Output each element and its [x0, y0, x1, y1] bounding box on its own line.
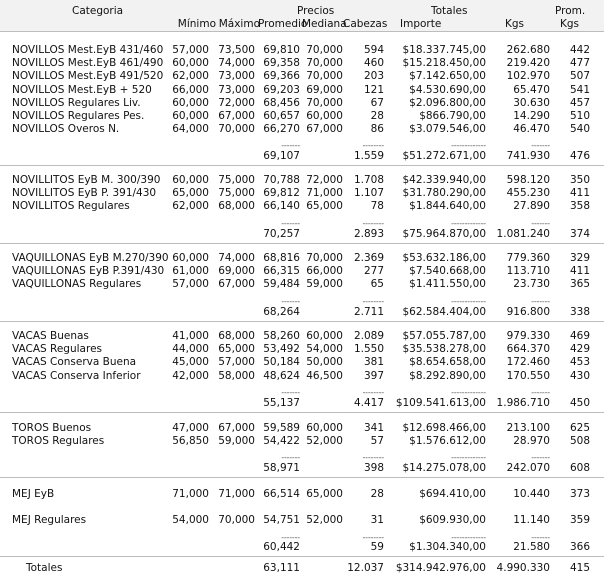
cell-pkg: 540 [569, 123, 590, 136]
cell-prom: 66,514 [263, 488, 300, 500]
cell-prom: 48,624 [263, 369, 300, 382]
cell-max: 67,000 [218, 110, 255, 122]
cell-cat: NOVILLOS Mest.EyB 431/460 [12, 44, 164, 56]
dash-kgs: ------- [531, 296, 550, 306]
subtotal-cab: 4.417 [353, 396, 384, 409]
cell-cab: 381 [363, 356, 384, 369]
cell-pkg: 430 [569, 369, 590, 382]
cell-imp: $609.930,00 [419, 514, 486, 526]
cell-min: 54,000 [172, 514, 209, 526]
dash-kgs: ------- [531, 453, 550, 463]
cell-med: 70,000 [306, 70, 343, 83]
cell-max: 65,000 [218, 343, 255, 356]
cell-cab: 397 [363, 369, 384, 382]
dash-cab: -------- [362, 533, 384, 542]
cell-max: 59,000 [218, 435, 255, 448]
cell-cat: NOVILLITOS Regulares [12, 200, 130, 213]
dash-prom: ------- [281, 296, 300, 306]
cell-imp: $1.576.612,00 [409, 435, 486, 448]
subtotal-imp: $51.272.671,00 [402, 150, 486, 163]
cell-pkg: 365 [569, 278, 590, 291]
cell-imp: $35.538.278,00 [402, 343, 486, 356]
dash-kgs: ------- [531, 533, 550, 542]
dash-imp: ------------- [451, 387, 486, 397]
dash-cab: -------- [362, 296, 384, 306]
subtotal-cab: 398 [363, 462, 384, 475]
cell-min: 60,000 [172, 252, 209, 264]
cell-cab: 203 [363, 70, 384, 83]
cell-prom: 69,358 [263, 57, 300, 70]
cell-max: 67,000 [218, 422, 255, 434]
cell-kgs: 14.290 [513, 110, 550, 122]
dash-prom: ------- [281, 387, 300, 397]
cell-pkg: 350 [569, 174, 590, 186]
subtotal-pkg: 476 [569, 150, 590, 163]
cell-imp: $53.632.186,00 [402, 252, 486, 264]
cell-min: 60,000 [172, 174, 209, 186]
cell-max: 57,000 [218, 356, 255, 369]
cell-cat: TOROS Buenos [12, 422, 92, 434]
cell-med: 59,000 [306, 278, 343, 291]
col-header-maximo: Máximo [218, 18, 260, 30]
cell-cat: VACAS Regulares [12, 343, 102, 356]
cell-kgs: 172.460 [506, 356, 550, 369]
cell-kgs: 213.100 [506, 422, 550, 434]
cell-pkg: 508 [569, 435, 590, 448]
cell-min: 60,000 [172, 110, 209, 122]
total-pkg: 415 [569, 562, 590, 574]
cell-cab: 1.708 [353, 174, 384, 186]
col-header-minimo: Mínimo [177, 18, 216, 30]
cell-med: 65,000 [306, 200, 343, 213]
cell-max: 73,000 [218, 83, 255, 96]
col-header-prom-kgs: Kgs [560, 18, 580, 30]
cell-kgs: 27.890 [513, 200, 550, 213]
cell-cab: 2.089 [353, 330, 384, 342]
cell-imp: $12.698.466,00 [402, 422, 486, 434]
cell-med: 60,000 [306, 422, 343, 434]
subtotal-imp: $1.304.340,00 [409, 541, 486, 553]
subtotal-cab: 2.711 [353, 305, 384, 318]
cell-kgs: 28.970 [513, 435, 550, 448]
cell-pkg: 625 [569, 422, 590, 434]
cell-cat: VAQUILLONAS EyB P.391/430 [12, 265, 165, 278]
dash-cab: -------- [362, 218, 384, 228]
cell-pkg: 510 [569, 110, 590, 122]
cell-min: 71,000 [172, 488, 209, 500]
cell-max: 67,000 [218, 278, 255, 291]
subtotal-kgs: 242.070 [506, 462, 550, 475]
col-header-mediana: Mediana [302, 18, 347, 30]
group-divider [0, 477, 604, 478]
col-header-totales: Totales [431, 5, 468, 17]
cell-min: 57,000 [172, 44, 209, 56]
cell-max: 70,000 [218, 123, 255, 136]
cell-max: 73,500 [218, 44, 255, 56]
cell-min: 42,000 [172, 369, 209, 382]
cell-pkg: 507 [569, 70, 590, 83]
cell-med: 65,000 [306, 488, 343, 500]
col-header-cabezas: Cabezas [343, 18, 388, 30]
cell-cab: 65 [370, 278, 384, 291]
cell-kgs: 113.710 [506, 265, 550, 278]
cell-min: 61,000 [172, 265, 209, 278]
dash-imp: ------------- [451, 141, 486, 151]
cell-med: 60,000 [306, 110, 343, 122]
dash-cab: -------- [362, 453, 384, 463]
cell-cab: 121 [363, 83, 384, 96]
cell-min: 62,000 [172, 70, 209, 83]
cell-imp: $866.790,00 [419, 110, 486, 122]
subtotal-kgs: 1.986.710 [496, 396, 550, 409]
cell-min: 64,000 [172, 123, 209, 136]
dash-prom: ------- [281, 533, 300, 542]
cell-med: 72,000 [306, 174, 343, 186]
cell-prom: 54,422 [263, 435, 300, 448]
group-divider [0, 321, 604, 322]
cell-prom: 60,657 [263, 110, 300, 122]
subtotal-imp: $109.541.613,00 [395, 396, 486, 409]
cell-max: 70,000 [218, 514, 255, 526]
cell-imp: $2.096.800,00 [409, 96, 486, 109]
cell-med: 67,000 [306, 123, 343, 136]
cell-prom: 66,315 [263, 265, 300, 278]
cell-med: 70,000 [306, 252, 343, 264]
cell-cab: 86 [370, 123, 384, 136]
cell-kgs: 11.140 [513, 514, 550, 526]
cell-prom: 59,484 [263, 278, 300, 291]
cell-cab: 28 [370, 110, 384, 122]
cell-imp: $57.055.787,00 [402, 330, 486, 342]
cell-min: 56,850 [172, 435, 209, 448]
cell-med: 54,000 [306, 343, 343, 356]
dash-cab: -------- [362, 141, 384, 151]
cell-med: 70,000 [306, 44, 343, 56]
col-header-kgs: Kgs [505, 18, 525, 30]
cell-min: 41,000 [172, 330, 209, 342]
header-divider [0, 31, 604, 32]
cell-prom: 66,140 [263, 200, 300, 213]
subtotal-prom: 58,971 [263, 462, 300, 475]
cell-kgs: 46.470 [513, 123, 550, 136]
group-divider [0, 165, 604, 166]
subtotal-imp: $62.584.404,00 [402, 305, 486, 318]
cell-imp: $15.218.450,00 [402, 57, 486, 70]
cell-cab: 341 [363, 422, 384, 434]
cell-imp: $31.780.290,00 [402, 187, 486, 200]
cell-kgs: 779.360 [506, 252, 550, 264]
cell-kgs: 10.440 [513, 488, 550, 500]
col-header-categoria: Categoria [72, 5, 124, 17]
cell-imp: $8.292.890,00 [409, 369, 486, 382]
subtotal-prom: 55,137 [263, 396, 300, 409]
cell-kgs: 455.230 [506, 187, 550, 200]
cell-med: 46,500 [306, 369, 343, 382]
cell-prom: 54,751 [263, 514, 300, 526]
dash-prom: ------- [281, 218, 300, 228]
cell-cab: 28 [370, 488, 384, 500]
total-cab: 12.037 [347, 562, 384, 574]
cell-cat: NOVILLOS Mest.EyB 461/490 [12, 57, 164, 70]
dash-kgs: ------- [531, 387, 550, 397]
subtotal-pkg: 608 [569, 462, 590, 475]
cell-max: 75,000 [218, 174, 255, 186]
cell-prom: 69,812 [263, 187, 300, 200]
cell-kgs: 664.370 [506, 343, 550, 356]
cell-imp: $1.411.550,00 [409, 278, 486, 291]
cell-cab: 31 [370, 514, 384, 526]
cell-imp: $694.410,00 [419, 488, 486, 500]
subtotal-kgs: 21.580 [513, 541, 550, 553]
cell-med: 70,000 [306, 96, 343, 109]
cell-med: 52,000 [306, 435, 343, 448]
cell-cat: TOROS Regulares [12, 435, 105, 448]
cell-kgs: 170.550 [506, 369, 550, 382]
total-prom: 63,111 [263, 562, 300, 574]
cell-med: 71,000 [306, 187, 343, 200]
group-divider [0, 243, 604, 244]
subtotal-pkg: 366 [569, 541, 590, 553]
cell-kgs: 598.120 [506, 174, 550, 186]
cell-cat: VAQUILLONAS EyB M.270/390 [12, 252, 169, 264]
col-header-promedio: Promedio [258, 18, 308, 30]
cell-max: 73,000 [218, 70, 255, 83]
cell-min: 60,000 [172, 96, 209, 109]
cell-cat: VACAS Conserva Inferior [12, 369, 141, 382]
cell-cat: VACAS Conserva Buena [12, 356, 137, 369]
cell-min: 62,000 [172, 200, 209, 213]
cell-imp: $3.079.546,00 [409, 123, 486, 136]
subtotal-kgs: 1.081.240 [496, 227, 550, 240]
dash-kgs: ------- [531, 141, 550, 151]
cell-cat: NOVILLITOS EyB P. 391/430 [12, 187, 157, 200]
subtotal-imp: $75.964.870,00 [402, 227, 486, 240]
total-imp: $314.942.976,00 [395, 562, 486, 574]
cell-max: 74,000 [218, 252, 255, 264]
cell-med: 52,000 [306, 514, 343, 526]
cell-cab: 67 [370, 96, 384, 109]
cell-cat: NOVILLITOS EyB M. 300/390 [12, 174, 161, 186]
subtotal-kgs: 741.930 [506, 150, 550, 163]
cell-prom: 68,456 [263, 96, 300, 109]
cell-prom: 69,810 [263, 44, 300, 56]
cell-cab: 1.550 [353, 343, 384, 356]
cell-max: 72,000 [218, 96, 255, 109]
cell-pkg: 453 [569, 356, 590, 369]
cell-cat: NOVILLOS Mest.EyB 491/520 [12, 70, 164, 83]
subtotal-prom: 70,257 [263, 227, 300, 240]
cell-kgs: 219.420 [506, 57, 550, 70]
cell-max: 68,000 [218, 200, 255, 213]
cell-min: 44,000 [172, 343, 209, 356]
cell-cab: 594 [363, 44, 384, 56]
total-kgs: 4.990.330 [496, 562, 550, 574]
cell-cat: NOVILLOS Mest.EyB + 520 [12, 83, 152, 96]
cell-med: 66,000 [306, 265, 343, 278]
cell-max: 69,000 [218, 265, 255, 278]
cell-cab: 1.107 [353, 187, 384, 200]
subtotal-cab: 2.893 [353, 227, 384, 240]
dash-cab: -------- [362, 387, 384, 397]
cell-min: 65,000 [172, 187, 209, 200]
cell-min: 45,000 [172, 356, 209, 369]
cell-med: 70,000 [306, 57, 343, 70]
cell-min: 66,000 [172, 83, 209, 96]
cell-pkg: 541 [569, 83, 590, 96]
cell-imp: $7.540.668,00 [409, 265, 486, 278]
dash-prom: ------- [281, 453, 300, 463]
cell-kgs: 262.680 [506, 44, 550, 56]
cell-kgs: 65.470 [513, 83, 550, 96]
subtotal-prom: 68,264 [263, 305, 300, 318]
cell-pkg: 411 [569, 265, 590, 278]
cell-prom: 66,270 [263, 123, 300, 136]
subtotal-cab: 1.559 [353, 150, 384, 163]
cell-pkg: 429 [569, 343, 590, 356]
cell-pkg: 457 [569, 96, 590, 109]
cell-med: 69,000 [306, 83, 343, 96]
cell-imp: $8.654.658,00 [409, 356, 486, 369]
cell-imp: $1.844.640,00 [409, 200, 486, 213]
subtotal-kgs: 916.800 [506, 305, 550, 318]
cell-max: 68,000 [218, 330, 255, 342]
cell-kgs: 102.970 [506, 70, 550, 83]
cell-med: 50,000 [306, 356, 343, 369]
col-header-importe: Importe [400, 18, 442, 30]
cell-max: 75,000 [218, 187, 255, 200]
cell-pkg: 359 [569, 514, 590, 526]
cell-cat: VAQUILLONAS Regulares [12, 278, 142, 291]
dash-prom: ------- [281, 141, 300, 151]
cell-med: 60,000 [306, 330, 343, 342]
dash-imp: ------------- [451, 453, 486, 463]
subtotal-prom: 60,442 [263, 541, 300, 553]
cell-prom: 58,260 [263, 330, 300, 342]
cell-prom: 70,788 [263, 174, 300, 186]
cell-pkg: 373 [569, 488, 590, 500]
cell-kgs: 979.330 [506, 330, 550, 342]
dash-imp: ------------- [451, 533, 486, 542]
cell-prom: 50,184 [263, 356, 300, 369]
cell-pkg: 329 [569, 252, 590, 264]
cell-pkg: 469 [569, 330, 590, 342]
cell-min: 57,000 [172, 278, 209, 291]
cell-cab: 2.369 [353, 252, 384, 264]
cell-prom: 69,366 [263, 70, 300, 83]
cell-cat: MEJ EyB [12, 488, 55, 500]
cell-pkg: 411 [569, 187, 590, 200]
cell-kgs: 30.630 [513, 96, 550, 109]
subtotal-pkg: 338 [569, 305, 590, 318]
cell-pkg: 358 [569, 200, 590, 213]
totals-label: Totales [26, 562, 63, 574]
group-divider [0, 412, 604, 413]
cell-cat: NOVILLOS Regulares Pes. [12, 110, 145, 122]
cell-imp: $18.337.745,00 [402, 44, 486, 56]
subtotal-pkg: 374 [569, 227, 590, 240]
cell-cat: MEJ Regulares [12, 514, 87, 526]
cell-prom: 59,589 [263, 422, 300, 434]
cell-cab: 78 [370, 200, 384, 213]
subtotal-cab: 59 [370, 541, 384, 553]
subtotal-prom: 69,107 [263, 150, 300, 163]
cell-pkg: 477 [569, 57, 590, 70]
col-header-prom: Prom. [555, 5, 586, 17]
cell-prom: 53,492 [263, 343, 300, 356]
cell-max: 71,000 [218, 488, 255, 500]
cell-kgs: 23.730 [513, 278, 550, 291]
dash-kgs: ------- [531, 218, 550, 228]
cell-pkg: 442 [569, 44, 590, 56]
cell-min: 47,000 [172, 422, 209, 434]
cell-min: 60,000 [172, 57, 209, 70]
dash-imp: ------------- [451, 218, 486, 228]
cell-cat: VACAS Buenas [12, 330, 89, 342]
cell-max: 74,000 [218, 57, 255, 70]
cell-cab: 57 [370, 435, 384, 448]
subtotal-pkg: 450 [569, 396, 590, 409]
cell-cat: NOVILLOS Overos N. [12, 123, 120, 136]
cell-imp: $42.339.940,00 [402, 174, 486, 186]
subtotal-imp: $14.275.078,00 [402, 462, 486, 475]
cell-max: 58,000 [218, 369, 255, 382]
cell-prom: 69,203 [263, 83, 300, 96]
cell-imp: $7.142.650,00 [409, 70, 486, 83]
cell-cab: 460 [363, 57, 384, 70]
cell-cat: NOVILLOS Regulares Liv. [12, 96, 141, 109]
cell-imp: $4.530.690,00 [409, 83, 486, 96]
col-header-precios: Precios [297, 5, 335, 17]
group-divider [0, 556, 604, 557]
cell-cab: 277 [363, 265, 384, 278]
dash-imp: ------------- [451, 296, 486, 306]
cell-prom: 68,816 [263, 252, 300, 264]
